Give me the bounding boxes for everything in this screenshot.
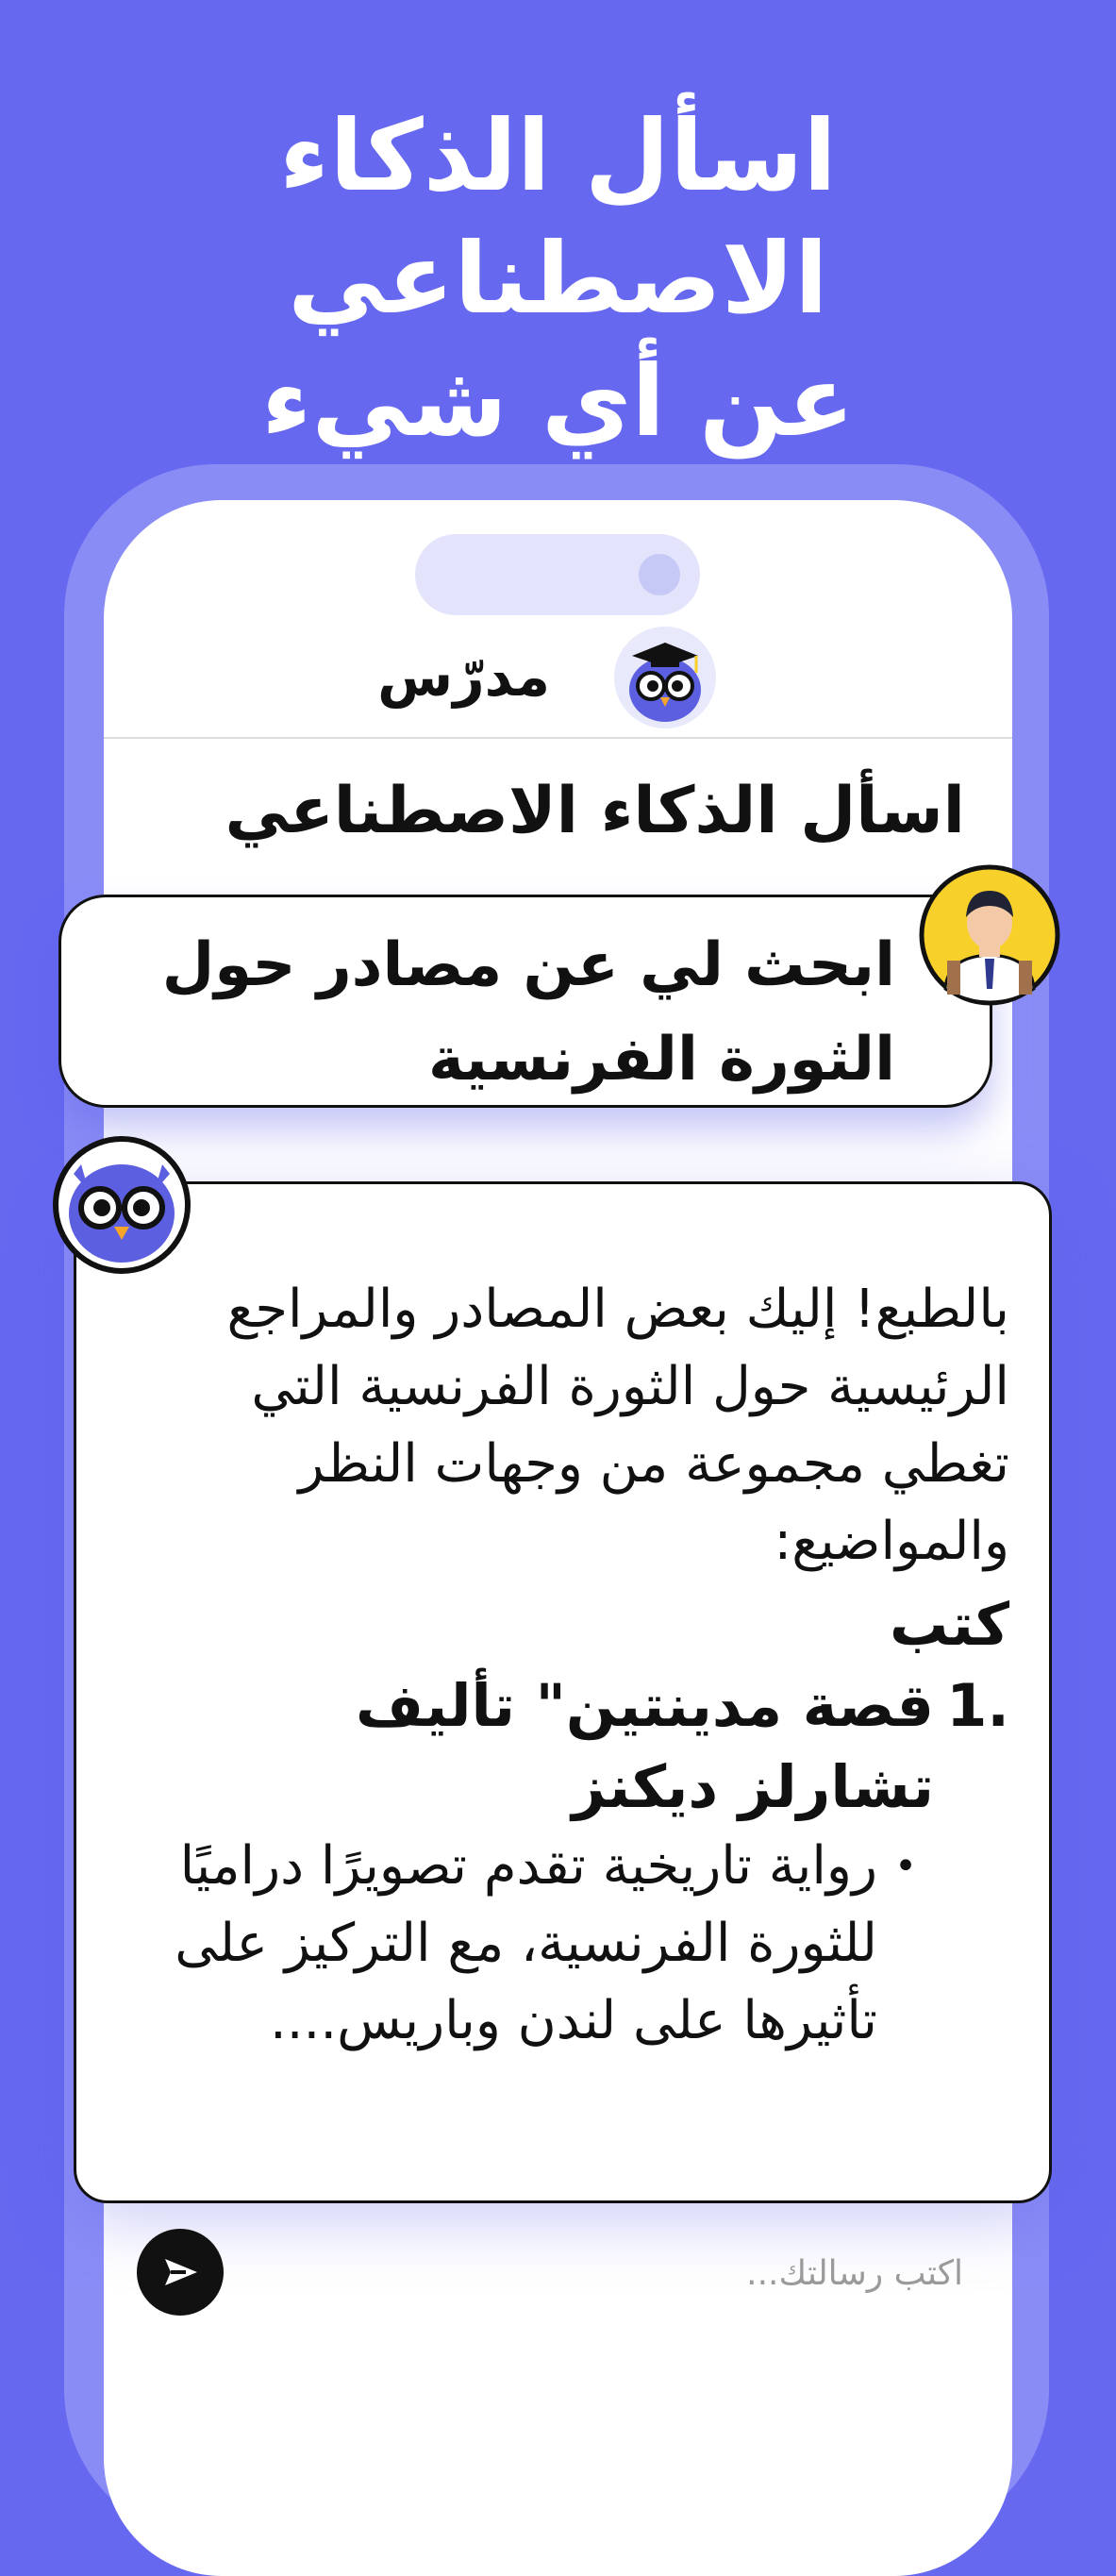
bot-message-bubble (74, 1181, 1052, 2203)
camera-dot (639, 554, 680, 595)
app-name: مدرّس (377, 644, 550, 709)
list-item (133, 1665, 1009, 1828)
section-title: اسأل الذكاء الاصطناعي (225, 774, 965, 848)
promo-headline-line1: اسأل الذكاء الاصطناعي (279, 98, 837, 336)
user-message-line1: ابحث لي عن مصادر حول (161, 930, 895, 1000)
promo-headline-line2: عن أي شيء (261, 343, 855, 459)
user-message-bubble (58, 895, 992, 1108)
user-message-line2: الثورة الفرنسية (427, 1025, 895, 1095)
owl-graduate-icon (613, 626, 717, 729)
student-avatar-icon (919, 864, 1060, 1006)
chat-header (104, 618, 1012, 739)
owl-avatar-icon (53, 1136, 191, 1274)
bullet-text: رواية تاريخية تقدم تصويرًا دراميًا للثورة الفرنسية، مع التركيز على تأثيرها على لندن وباريس.... (175, 1835, 877, 2051)
bot-intro-text: بالطبع! إليك بعض المصادر والمراجع الرئيسية حول الثورة الفرنسية التي تغطي مجموعة من وجهات النظر والمواضيع: (226, 1279, 1009, 1572)
book-title: قصة مدينتين" تأليف تشارلز ديكنز (356, 1671, 934, 1821)
send-icon (152, 2244, 208, 2300)
message-input[interactable]: اكتب رسالتك... (746, 2254, 963, 2293)
send-button[interactable] (137, 2229, 224, 2316)
bullet-icon: • (894, 1845, 917, 1888)
bot-section-heading: كتب (890, 1590, 1009, 1659)
promo-headline (0, 94, 1116, 462)
list-item-number: 1. (946, 1671, 1009, 1740)
bullet-item (133, 1828, 934, 2060)
